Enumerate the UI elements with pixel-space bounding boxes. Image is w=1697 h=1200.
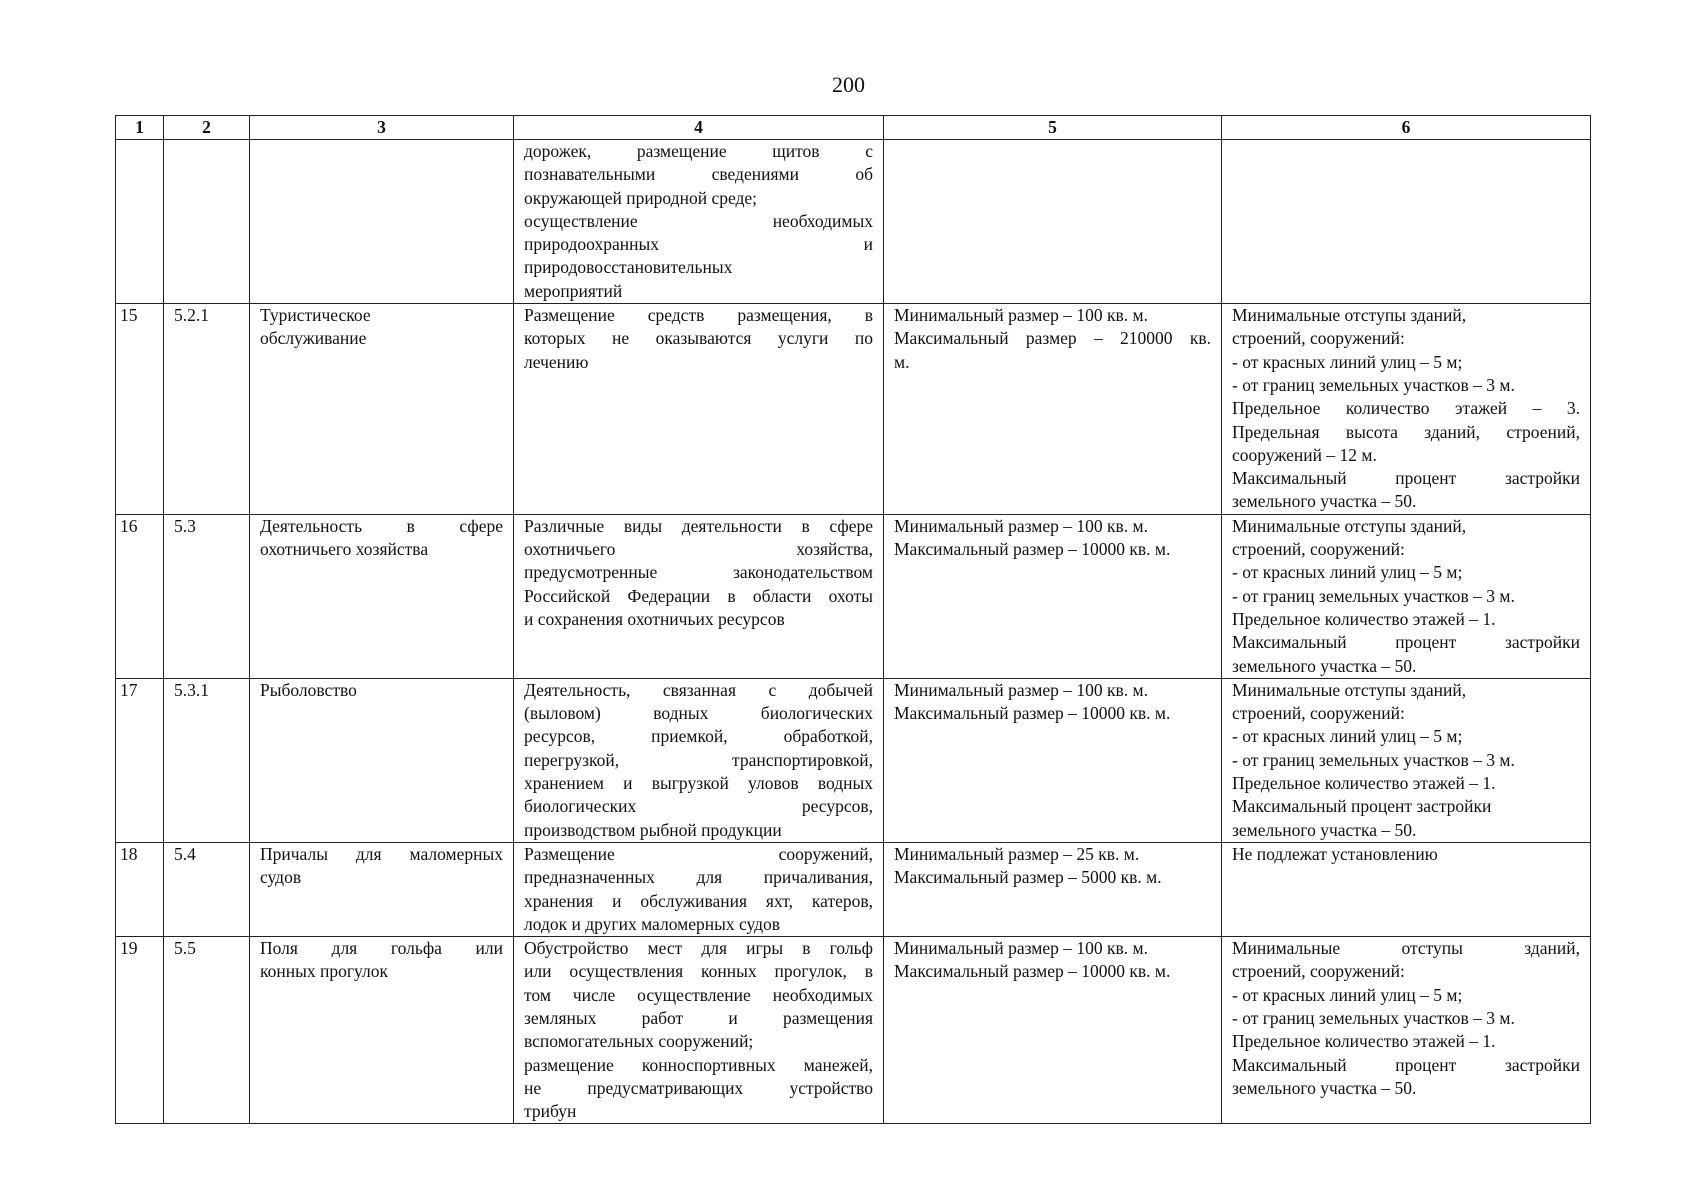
cell-text-line: земельного участка – 50. (1232, 655, 1417, 676)
description-cell (514, 514, 884, 678)
cell-text-line: Российской Федерации в области охоты (524, 585, 873, 606)
description-cell (514, 842, 884, 936)
land-use-regulations-table (115, 115, 1591, 1124)
cell-text-line: познавательными сведениями об (524, 164, 873, 185)
num-cell: 18 (116, 842, 164, 936)
limits-cell (1222, 304, 1591, 515)
cell-text-line: Максимальный размер – 10000 кв. м. (894, 539, 1171, 560)
cell-text-line: Причалы для маломерных (260, 843, 503, 864)
name-cell (250, 514, 514, 678)
cell-text-line: перегрузкой, транспортировкой, (524, 749, 873, 770)
cell-text-line: которых не оказываются услуги по (524, 328, 873, 349)
cell-text-line: Деятельность в сфере (260, 515, 503, 536)
limits-cell (1222, 140, 1591, 304)
cell-text-line: Не подлежат установлению (1232, 843, 1438, 864)
num-cell: 17 (116, 678, 164, 842)
table-row (116, 304, 1591, 515)
cell-text-line: охотничьего хозяйства, (524, 539, 873, 560)
cell-text-line: обслуживание (260, 328, 367, 349)
cell-text-line: Предельное количество этажей – 3. (1232, 398, 1580, 419)
cell-text-line: осуществление необходимых (524, 210, 873, 231)
cell-text-line: - от красных линий улиц – 5 м; (1232, 726, 1463, 747)
cell-text-line: Минимальные отступы зданий, (1232, 938, 1580, 959)
size-cell (884, 514, 1222, 678)
header-row (116, 116, 1591, 140)
cell-text-line: мероприятий (524, 280, 623, 301)
limits-cell (1222, 937, 1591, 1124)
cell-text-line: Предельная высота зданий, строений, (1232, 421, 1580, 442)
name-cell (250, 937, 514, 1124)
table-row (116, 842, 1591, 936)
cell-text-line: Максимальный размер – 210000 кв. (894, 328, 1211, 349)
table-row (116, 937, 1591, 1124)
cell-text-line: дорожек, размещение щитов с (524, 141, 873, 161)
cell-text-line: строений, сооружений: (1232, 328, 1405, 349)
cell-text-line: Минимальные отступы зданий, (1232, 305, 1467, 326)
cell-text-line: Туристическое (260, 305, 371, 326)
description-cell (514, 140, 884, 304)
cell-text-line: не предусматривающих устройство (524, 1077, 873, 1098)
column-header: 6 (1222, 116, 1591, 140)
cell-text-line: - от красных линий улиц – 5 м; (1232, 984, 1463, 1005)
cell-text-line: Обустройство мест для игры в гольф (524, 938, 873, 959)
column-header: 1 (116, 116, 164, 140)
cell-text-line: природоохранных и (524, 234, 873, 255)
name-cell (250, 678, 514, 842)
continuation-row (116, 140, 1591, 304)
column-header: 2 (164, 116, 250, 140)
code-cell: 5.2.1 (164, 304, 250, 515)
num-cell: 19 (116, 937, 164, 1124)
cell-text-line: предназначенных для причаливания, (524, 867, 873, 888)
cell-text-line: строений, сооружений: (1232, 703, 1405, 724)
cell-text-line: - от границ земельных участков – 3 м. (1232, 585, 1515, 606)
cell-text-line: земляных работ и размещения (524, 1007, 873, 1028)
size-cell (884, 678, 1222, 842)
cell-text-line: - от границ земельных участков – 3 м. (1232, 749, 1515, 770)
name-cell (250, 842, 514, 936)
cell-text-line: лечению (524, 351, 589, 372)
limits-cell (1222, 842, 1591, 936)
cell-text-line: земельного участка – 50. (1232, 819, 1417, 840)
num-cell: 16 (116, 514, 164, 678)
cell-text-line: том числе осуществление необходимых (524, 984, 873, 1005)
size-cell (884, 937, 1222, 1124)
cell-text-line: строений, сооружений: (1232, 961, 1405, 982)
cell-text-line: хранения и обслуживания яхт, катеров, (524, 890, 873, 911)
table-row (116, 678, 1591, 842)
cell-text-line: Максимальный размер – 10000 кв. м. (894, 961, 1171, 982)
cell-text-line: хранением и выгрузкой уловов водных (524, 773, 873, 794)
cell-text-line: Минимальные отступы зданий, (1232, 515, 1467, 536)
size-cell (884, 304, 1222, 515)
cell-text-line: биологических ресурсов, (524, 796, 873, 817)
cell-text-line: сооружений – 12 м. (1232, 444, 1377, 465)
cell-text-line: Максимальный процент застройки (1232, 468, 1580, 489)
cell-text-line: вспомогательных сооружений; (524, 1031, 754, 1052)
cell-text-line: Минимальный размер – 100 кв. м. (894, 679, 1148, 700)
cell-text-line: окружающей природной среде; (524, 187, 758, 208)
cell-text-line: предусмотренные законодательством (524, 562, 873, 583)
size-cell (884, 140, 1222, 304)
cell-text-line: Предельное количество этажей – 1. (1232, 1031, 1496, 1052)
code-cell: 5.5 (164, 937, 250, 1124)
limits-cell (1222, 678, 1591, 842)
cell-text-line: и сохранения охотничьих ресурсов (524, 608, 785, 629)
cell-text-line: Различные виды деятельности в сфере (524, 515, 873, 536)
page-number: 200 (832, 72, 865, 97)
cell-text-line: Поля для гольфа или (260, 938, 503, 959)
cell-text-line: - от границ земельных участков – 3 м. (1232, 1007, 1515, 1028)
name-cell (250, 304, 514, 515)
cell-text-line: Деятельность, связанная с добычей (524, 679, 873, 700)
code-cell: 5.3 (164, 514, 250, 678)
table-row (116, 514, 1591, 678)
cell-text-line: Предельное количество этажей – 1. (1232, 608, 1496, 629)
cell-text-line: - от границ земельных участков – 3 м. (1232, 374, 1515, 395)
cell-text-line: природовосстановительных (524, 257, 733, 278)
cell-text-line: Максимальный процент застройки (1232, 632, 1580, 653)
cell-text-line: Минимальный размер – 100 кв. м. (894, 938, 1148, 959)
cell-text-line: м. (894, 351, 910, 372)
cell-text-line: Максимальный размер – 5000 кв. м. (894, 867, 1162, 888)
cell-text-line: (выловом) водных биологических (524, 703, 873, 724)
cell-text-line: Минимальный размер – 25 кв. м. (894, 843, 1140, 864)
cell-text-line: ресурсов, приемкой, обработкой, (524, 726, 873, 747)
cell-text-line: судов (260, 867, 302, 888)
description-cell (514, 678, 884, 842)
cell-text-line: производством рыбной продукции (524, 819, 782, 840)
cell-text-line: конных прогулок (260, 961, 388, 982)
cell-text-line: Размещение средств размещения, в (524, 305, 873, 326)
cell-text-line: строений, сооружений: (1232, 539, 1405, 560)
cell-text-line: Размещение сооружений, (524, 843, 873, 864)
name-cell (250, 140, 514, 304)
description-cell (514, 937, 884, 1124)
num-cell (116, 140, 164, 304)
num-cell: 15 (116, 304, 164, 515)
column-header: 4 (514, 116, 884, 140)
cell-text-line: трибун (524, 1101, 577, 1122)
cell-text-line: охотничьего хозяйства (260, 539, 429, 560)
cell-text-line: Минимальный размер – 100 кв. м. (894, 515, 1148, 536)
cell-text-line: - от красных линий улиц – 5 м; (1232, 562, 1463, 583)
code-cell: 5.3.1 (164, 678, 250, 842)
code-cell: 5.4 (164, 842, 250, 936)
cell-text-line: - от красных линий улиц – 5 м; (1232, 351, 1463, 372)
limits-cell (1222, 514, 1591, 678)
cell-text-line: земельного участка – 50. (1232, 1077, 1417, 1098)
cell-text-line: Рыболовство (260, 679, 357, 700)
cell-text-line: земельного участка – 50. (1232, 491, 1417, 512)
size-cell (884, 842, 1222, 936)
cell-text-line: Предельное количество этажей – 1. (1232, 773, 1496, 794)
cell-text-line: размещение конноспортивных манежей, (524, 1054, 873, 1075)
cell-text-line: Минимальные отступы зданий, (1232, 679, 1467, 700)
cell-text-line: Максимальный размер – 10000 кв. м. (894, 703, 1171, 724)
cell-text-line: Максимальный процент застройки (1232, 1054, 1580, 1075)
cell-text-line: Максимальный процент застройки (1232, 796, 1492, 817)
description-cell (514, 304, 884, 515)
cell-text-line: Минимальный размер – 100 кв. м. (894, 305, 1148, 326)
column-header: 3 (250, 116, 514, 140)
cell-text-line: лодок и других маломерных судов (524, 913, 781, 934)
code-cell (164, 140, 250, 304)
cell-text-line: или осуществления конных прогулок, в (524, 961, 873, 982)
column-header: 5 (884, 116, 1222, 140)
